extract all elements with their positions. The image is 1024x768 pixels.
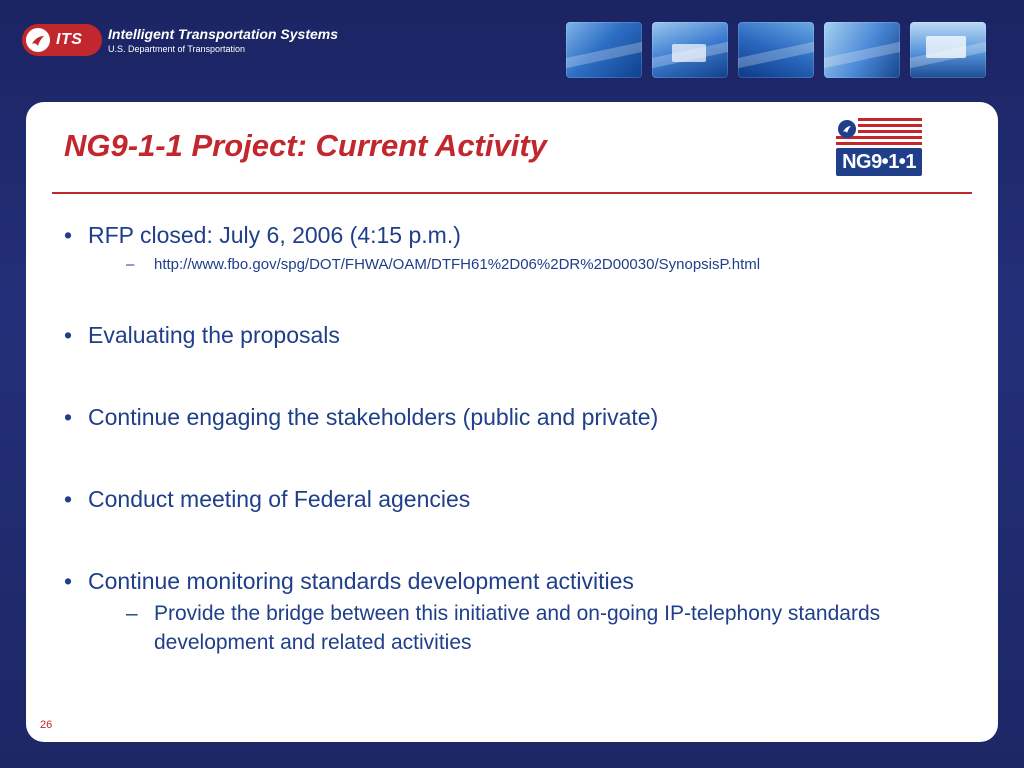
bullet-stakeholders — [64, 402, 964, 432]
bullet-dot: • — [64, 404, 73, 430]
sub-bullet-bridge — [88, 599, 964, 657]
sub-bullet-dash: – — [126, 256, 135, 273]
content-panel — [26, 102, 998, 742]
bullet-text: Continue monitoring standards development activities — [88, 568, 634, 594]
bullet-text: Evaluating the proposals — [88, 322, 340, 348]
ng911-logo-text: NG9•1•1 — [836, 148, 922, 176]
sub-bullet-url — [88, 254, 964, 276]
bullet-federal-meeting — [64, 484, 964, 514]
highway-photo — [738, 22, 814, 78]
bullet-dot: • — [64, 322, 73, 348]
its-logo-text: ITS — [56, 31, 83, 48]
city-photo — [824, 22, 900, 78]
ng911-logo — [836, 118, 922, 178]
sub-bullet-text: http://www.fbo.gov/spg/DOT/FHWA/OAM/DTFH61%2D06%2DR%2D00030/SynopsisP.html — [154, 256, 761, 273]
header-photo-strip — [566, 22, 986, 78]
sub-bullet-text: Provide the bridge between this initiative and on-going IP-telephony standards development and related activities — [154, 602, 881, 654]
dot-emblem-icon — [26, 28, 50, 52]
bullet-dot: • — [64, 222, 73, 248]
bullet-evaluating — [64, 320, 964, 350]
bullet-text: RFP closed: July 6, 2006 (4:15 p.m.) — [88, 222, 461, 248]
bullet-rfp-closed — [64, 220, 964, 276]
sub-bullet-dash: – — [126, 602, 138, 625]
its-logo — [22, 24, 102, 56]
org-title: Intelligent Transportation Systems — [108, 26, 339, 42]
bullet-dot: • — [64, 486, 73, 512]
ng911-emblem-icon — [838, 120, 856, 138]
bullet-dot: • — [64, 568, 73, 594]
tunnel-photo — [566, 22, 642, 78]
page-number: 26 — [40, 719, 53, 731]
truck-photo — [652, 22, 728, 78]
bullet-text: Continue engaging the stakeholders (public and private) — [88, 404, 659, 430]
slide-title: NG9-1-1 Project: Current Activity — [64, 128, 547, 163]
bullet-text: Conduct meeting of Federal agencies — [88, 486, 471, 512]
bullet-list — [64, 220, 964, 657]
title-divider — [52, 192, 972, 194]
truck-photo-2 — [910, 22, 986, 78]
bullet-standards — [64, 566, 964, 657]
org-subtitle: U.S. Department of Transportation — [108, 44, 246, 54]
